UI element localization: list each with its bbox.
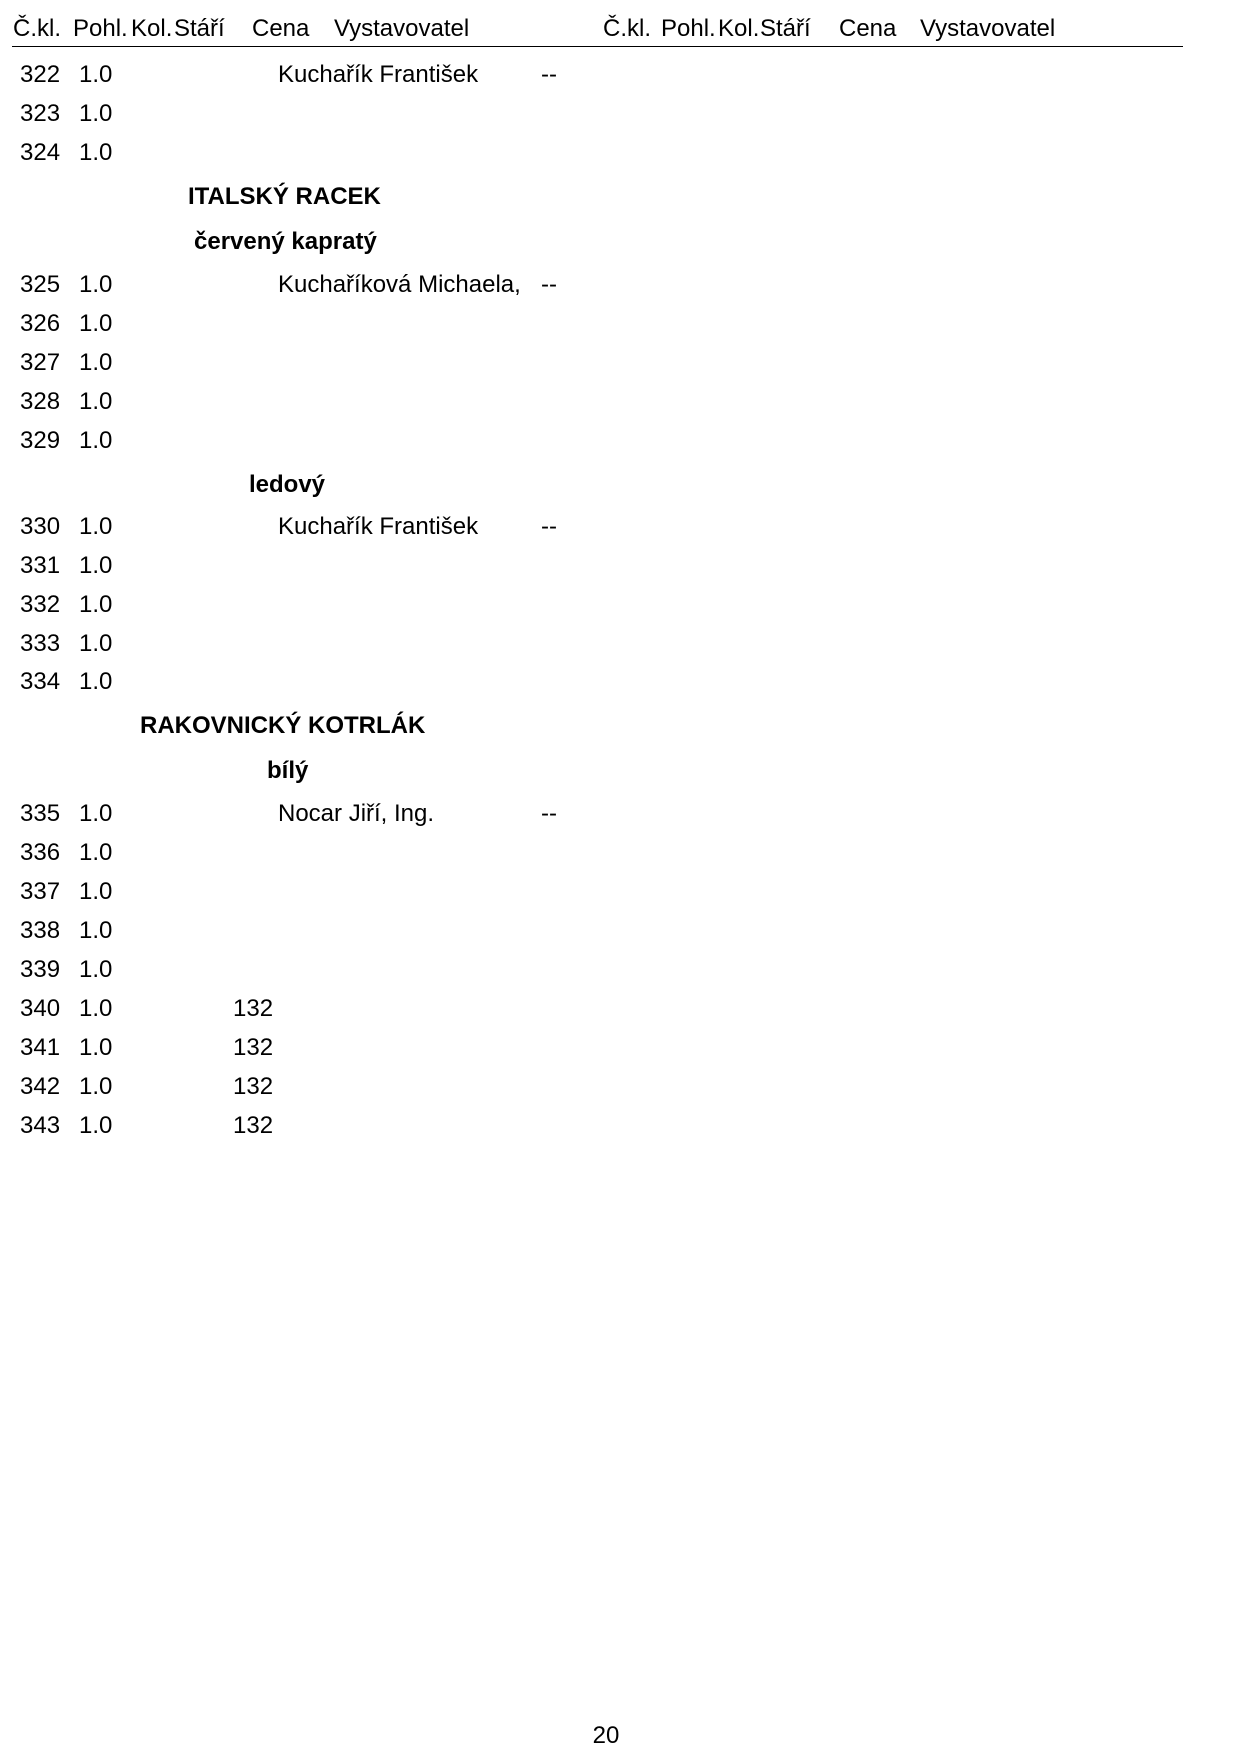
header-left-stari: Stáří [174,15,225,42]
entry-sex: 1.0 [79,310,113,337]
breed-heading: ITALSKÝ RACEK [188,183,381,210]
entry-price: 132 [233,995,274,1022]
entry-sex: 1.0 [79,917,113,944]
entry-sex: 1.0 [79,388,113,415]
header-divider [12,46,1183,47]
header-right-stari: Stáří [760,15,811,42]
entry-sex: 1.0 [79,139,113,166]
entry-exhibitor: Nocar Jiří, Ing. [278,800,435,827]
header-right-vystavovatel: Vystavovatel [920,15,1056,42]
entry-sex: 1.0 [79,668,113,695]
entry-number: 326 [20,310,61,337]
header-right-kol: Kol. [718,15,760,42]
entry-price: 132 [233,1112,274,1139]
entry-number: 322 [20,61,61,88]
header-left-vystavovatel: Vystavovatel [334,15,470,42]
entry-sex: 1.0 [79,427,113,454]
entry-number: 337 [20,878,61,905]
entry-number: 323 [20,100,61,127]
header-right-cena: Cena [839,15,897,42]
entry-number: 340 [20,995,61,1022]
entry-number: 341 [20,1034,61,1061]
header-left-pohl: Pohl. [73,15,128,42]
entry-sex: 1.0 [79,61,113,88]
entry-number: 325 [20,271,61,298]
entry-sex: 1.0 [79,995,113,1022]
entry-number: 343 [20,1112,61,1139]
entry-sex: 1.0 [79,1034,113,1061]
header-left-cena: Cena [252,15,310,42]
entry-number: 339 [20,956,61,983]
entry-number: 335 [20,800,61,827]
entry-sex: 1.0 [79,630,113,657]
entry-number: 329 [20,427,61,454]
header-right-cislo: Č.kl. [603,15,651,42]
entry-sex: 1.0 [79,513,113,540]
entry-sex: 1.0 [79,1112,113,1139]
entry-number: 332 [20,591,61,618]
header-left-kol: Kol. [131,15,173,42]
entry-exhibitor: Kuchařík František [278,513,479,540]
entry-number: 333 [20,630,61,657]
entry-sex: 1.0 [79,100,113,127]
entry-number: 334 [20,668,61,695]
entry-number: 338 [20,917,61,944]
entry-sex: 1.0 [79,839,113,866]
entry-price: 132 [233,1073,274,1100]
entry-sex: 1.0 [79,591,113,618]
entry-number: 330 [20,513,61,540]
entry-sex: 1.0 [79,878,113,905]
entry-number: 324 [20,139,61,166]
entry-number: 327 [20,349,61,376]
entry-sex: 1.0 [79,956,113,983]
header-left-cislo: Č.kl. [13,15,61,42]
header-right-pohl: Pohl. [661,15,716,42]
entry-number: 331 [20,552,61,579]
page-number: 20 [592,1722,620,1749]
entry-dash: -- [541,800,557,827]
entry-sex: 1.0 [79,800,113,827]
entry-number: 328 [20,388,61,415]
entry-sex: 1.0 [79,349,113,376]
entry-sex: 1.0 [79,552,113,579]
breed-heading: RAKOVNICKÝ KOTRLÁK [140,712,426,739]
entry-price: 132 [233,1034,274,1061]
variety-heading: ledový [249,471,326,498]
entry-dash: -- [541,61,557,88]
entry-number: 342 [20,1073,61,1100]
variety-heading: bílý [267,757,309,784]
entry-exhibitor: Kuchařík František [278,61,479,88]
entry-sex: 1.0 [79,1073,113,1100]
variety-heading: červený kapratý [194,228,377,255]
entry-dash: -- [541,271,557,298]
entry-sex: 1.0 [79,271,113,298]
entry-number: 336 [20,839,61,866]
entry-exhibitor: Kuchaříková Michaela, [278,271,521,298]
entry-dash: -- [541,513,557,540]
